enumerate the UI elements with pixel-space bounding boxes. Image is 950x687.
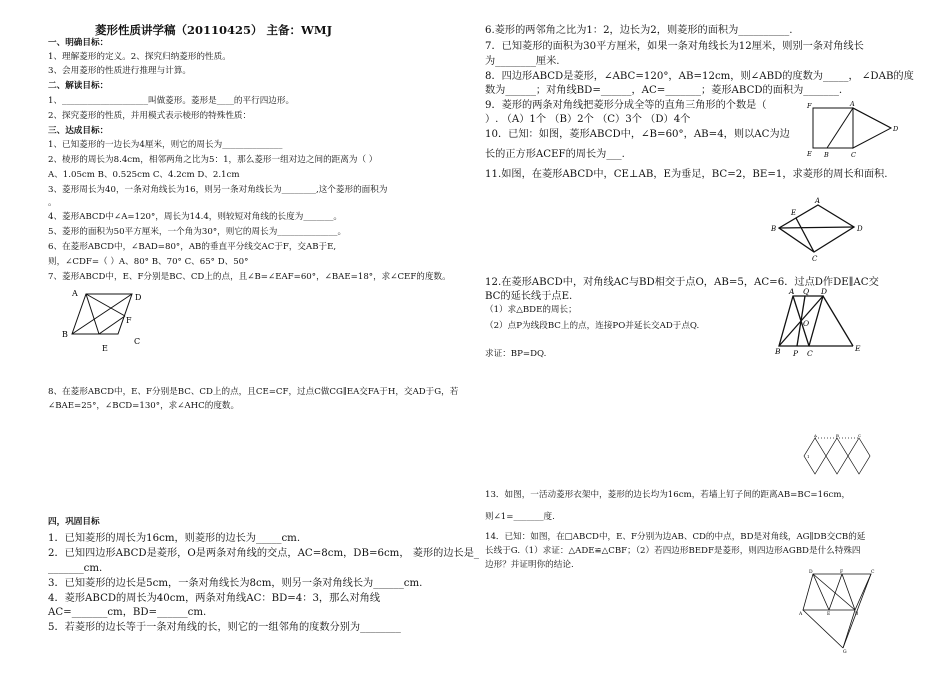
question-line: 1、已知菱形的一边长为4厘米，则它的周长为______________ <box>48 140 283 150</box>
question-line: 3、菱形周长为40，一条对角线长为16，则另一条对角线长为________,这个菱形的面积为 <box>48 185 388 195</box>
label-c: C <box>134 337 141 346</box>
section-heading: 三、达成目标： <box>48 126 109 136</box>
label-f: F <box>126 316 132 325</box>
label-c: C <box>851 151 856 159</box>
section-heading: 一、明确目标： <box>48 38 109 48</box>
question-line: 2、棱形的周长为8.4cm，相邻两角之比为5：1，那么菱形一组对边之间的距离为（ ） <box>48 155 378 165</box>
question-line: 则∠1=_______度. <box>485 512 555 522</box>
question-line: 8、在菱形ABCD中，E、F分别是BC、CD上的点，且CE=CF，过点C做CG∥EA交FA于H，交AD于G，若 <box>48 387 459 397</box>
question-line: 10．已知：如图，菱形ABCD中，∠B=60°，AB=4，则以AC为边 <box>485 129 790 140</box>
label-d: D <box>857 225 863 233</box>
question-line: A、1.05cm B、0.525cm C、4.2cm D、2.1cm <box>48 170 240 180</box>
label-b: B <box>824 151 829 159</box>
label-b: B <box>855 612 859 617</box>
figure-q10 <box>807 102 897 160</box>
question-line: 5、菱形的面积为50平方厘米，一个角为30°，则它的周长为______________。 <box>48 227 347 237</box>
question-line: （1）求△BDE的周长； <box>485 305 577 315</box>
question-line: 求证：BP=DQ. <box>485 349 547 359</box>
question-line: 13．如图，一活动菱形衣架中，菱形的边长均为16cm，若墙上钉子间的距离AB=BC=16cm， <box>485 490 851 500</box>
label-a: A <box>850 100 855 108</box>
label-f: F <box>807 102 812 110</box>
label-e: E <box>102 344 108 353</box>
question-line: 2．已知四边形ABCD是菱形，O是两条对角线的交点，AC=8cm，DB=6cm， 菱形的边长是_ <box>48 548 479 559</box>
question-line: 7．已知菱形的面积为30平方厘米，如果一条对角线长为12厘米，则别一条对角线长 <box>485 41 864 52</box>
label-b: B <box>775 347 781 356</box>
figure-q13 <box>801 432 887 482</box>
label-d: D <box>809 570 813 575</box>
question-line: 4．菱形ABCD的周长为40cm，两条对角线AC：BD=4：3，那么对角线 <box>48 593 381 604</box>
label-a: A <box>814 433 817 438</box>
page-title: 菱形性质讲学稿（20110425） 主备：WMJ <box>95 23 333 37</box>
question-line: 。 <box>48 198 57 208</box>
question-line: （2）点P为线段BC上的点，连接PO并延长交AD于点Q. <box>485 321 700 331</box>
label-e: E <box>827 612 831 617</box>
text-line: 1、____________________叫做菱形。菱形是____的平行四边形。 <box>48 96 295 106</box>
label-a: A <box>799 612 803 617</box>
question-line: 12.在菱形ABCD中，对角线AC与BD相交于点O，AB=5，AC=6．过点D作DE∥AC交 <box>485 277 879 288</box>
figure-q12 <box>775 286 860 358</box>
figure-q14 <box>799 566 884 654</box>
label-e: E <box>855 344 861 353</box>
label-d: D <box>135 293 142 302</box>
label-c: C <box>871 570 875 575</box>
label-b: B <box>836 433 839 438</box>
question-line: 8．四边形ABCD是菱形，∠ABC=120°，AB=12cm，则∠ABD的度数为_____， ∠DAB的度 <box>485 71 914 82</box>
question-line: 5．若菱形的边长等于一条对角线的长，则它的一组邻角的度数分别为________ <box>48 622 401 633</box>
question-line: 6、在菱形ABCD中，∠BAD=80°，AB的垂直平分线交AC于F，交AB于E, <box>48 242 337 252</box>
question-line: _______cm. <box>48 563 103 574</box>
label-a: A <box>789 287 795 296</box>
label-a: A <box>815 197 821 205</box>
question-line: 3．已知菱形的边长是5cm，一条对角线长为8cm，则另一条对角线长为______cm. <box>48 578 423 589</box>
label-angle-1: 1 <box>807 454 810 459</box>
question-line: 14．已知：如图，在□ABCD中，E、F分别为边AB、CD的中点，BD是对角线，AG∥DB交CB的延 <box>485 532 866 542</box>
text-line: 2、探究菱形的性质，并用模式表示棱形的特殊性质： <box>48 111 252 121</box>
label-o: O <box>803 319 810 328</box>
question-line: BC的延长线于点E. <box>485 291 573 302</box>
label-d: D <box>893 125 899 133</box>
label-g: G <box>843 650 847 655</box>
label-a: A <box>72 289 78 298</box>
label-f: F <box>840 570 844 575</box>
text-line: 3、会用菱形的性质进行推理与计算。 <box>48 66 191 76</box>
question-line: 7、菱形ABCD中，E、F分别是BC、CD上的点，且∠B=∠EAF=60°，∠BAE=18°，求∠CEF的度数。 <box>48 272 451 282</box>
question-line: 11.如图，在菱形ABCD中，CE⊥AB，E为垂足，BC=2，BE=1，求菱形的周长和面积. <box>485 169 888 180</box>
label-e: E <box>807 150 812 158</box>
label-d: D <box>821 287 828 296</box>
label-e: E <box>791 209 797 217</box>
question-line: 9．菱形的两条对角线把菱形分成全等的直角三角形的个数是（ <box>485 100 767 111</box>
question-line: 4、菱形ABCD中∠A=120°，周长为14.4，则较短对角线的长度为_______。 <box>48 212 343 222</box>
question-line: 1．已知菱形的周长为16cm，则菱形的边长为_____cm. <box>48 533 301 544</box>
label-c: C <box>807 349 813 358</box>
question-line: 长的正方形ACEF的周长为___. <box>485 149 625 160</box>
label-c: C <box>812 255 818 263</box>
question-line: 数为______；对角线BD=______，AC=_______；菱形ABCD的面积为_______. <box>485 85 843 96</box>
text-line: 1、理解菱形的定义。2、探究归纳菱形的性质。 <box>48 52 231 62</box>
question-line: 则，∠CDF=（ ）A、80° B、70° C、65° D、50° <box>48 257 249 267</box>
label-b: B <box>62 330 68 339</box>
figure-q11 <box>771 197 863 261</box>
question-line: 长线于G.（1）求证：△ADE≌△CBF；（2）若四边形BEDF是菱形，则四边形AGBD是什么特殊四 <box>485 546 861 556</box>
question-line: ）. （A）1个 （B）2个 （C）3个 （D）4个 <box>485 114 691 125</box>
question-line: ∠BAE=25°，∠BCD=130°，求∠AHC的度数。 <box>48 401 240 411</box>
label-p: P <box>793 349 799 358</box>
question-line: 6.菱形的两邻角之比为1：2，边长为2，则菱形的面积为__________. <box>485 25 793 36</box>
question-line: 边形？并证明你的结论. <box>485 560 574 570</box>
label-c: C <box>858 433 862 438</box>
section-heading: 四，巩固目标 <box>48 517 100 527</box>
figure-q7 <box>62 287 172 359</box>
question-line: 为________厘米. <box>485 56 560 67</box>
section-heading: 二、解读目标： <box>48 81 109 91</box>
question-line: AC=_______cm，BD=______cm. <box>48 607 207 618</box>
label-b: B <box>771 225 777 233</box>
label-q: Q <box>803 287 810 296</box>
